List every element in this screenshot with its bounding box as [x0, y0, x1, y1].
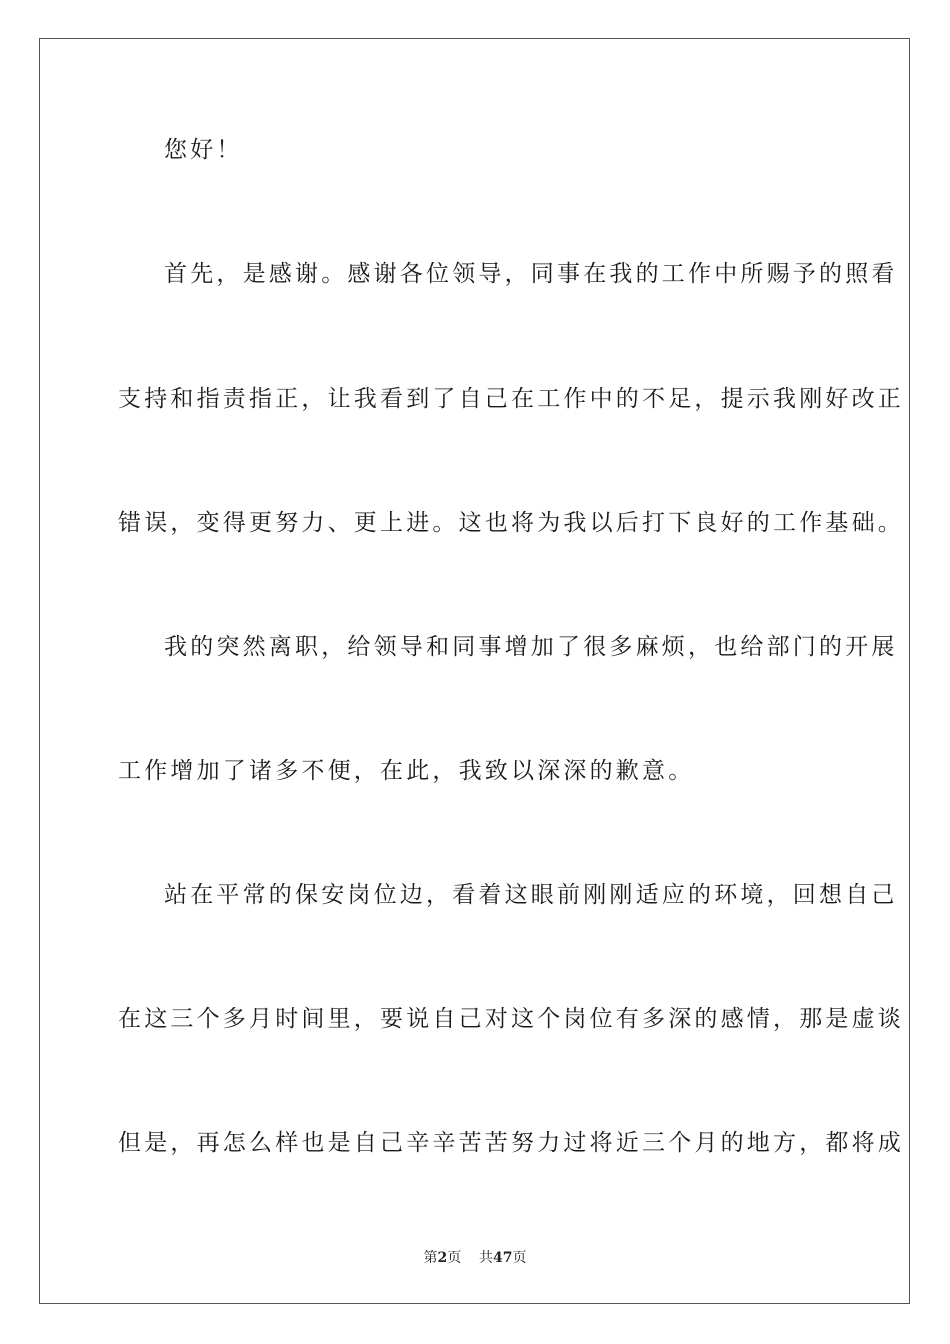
body-line-1: 首先，是感谢。感谢各位领导，同事在我的工作中所赐予的照看 [164, 261, 898, 287]
body-line-7: 在这三个多月时间里，要说自己对这个岗位有多深的感情，那是虚谈 [118, 1006, 904, 1032]
page-suffix: 页 [447, 1250, 462, 1266]
total-prefix: 共 [479, 1250, 494, 1266]
page-footer [0, 1247, 950, 1267]
body-line-8: 但是，再怎么样也是自己辛辛苦苦努力过将近三个月的地方，都将成 [118, 1130, 904, 1156]
total-pages: 47 [493, 1250, 513, 1266]
body-line-3: 错误，变得更努力、更上进。这也将为我以后打下良好的工作基础。 [118, 510, 904, 536]
page-number: 2 [437, 1250, 448, 1266]
page-prefix: 第 [423, 1250, 438, 1266]
body-line-2: 支持和指责指正，让我看到了自己在工作中的不足，提示我刚好改正 [118, 386, 904, 412]
greeting-line: 您好！ [164, 137, 243, 163]
body-line-4: 我的突然离职，给领导和同事增加了很多麻烦，也给部门的开展 [164, 634, 898, 660]
page-frame [39, 38, 910, 1304]
body-line-5: 工作增加了诸多不便，在此，我致以深深的歉意。 [118, 758, 695, 784]
body-line-6: 站在平常的保安岗位边，看着这眼前刚刚适应的环境，回想自己 [164, 882, 898, 908]
total-suffix: 页 [512, 1250, 527, 1266]
